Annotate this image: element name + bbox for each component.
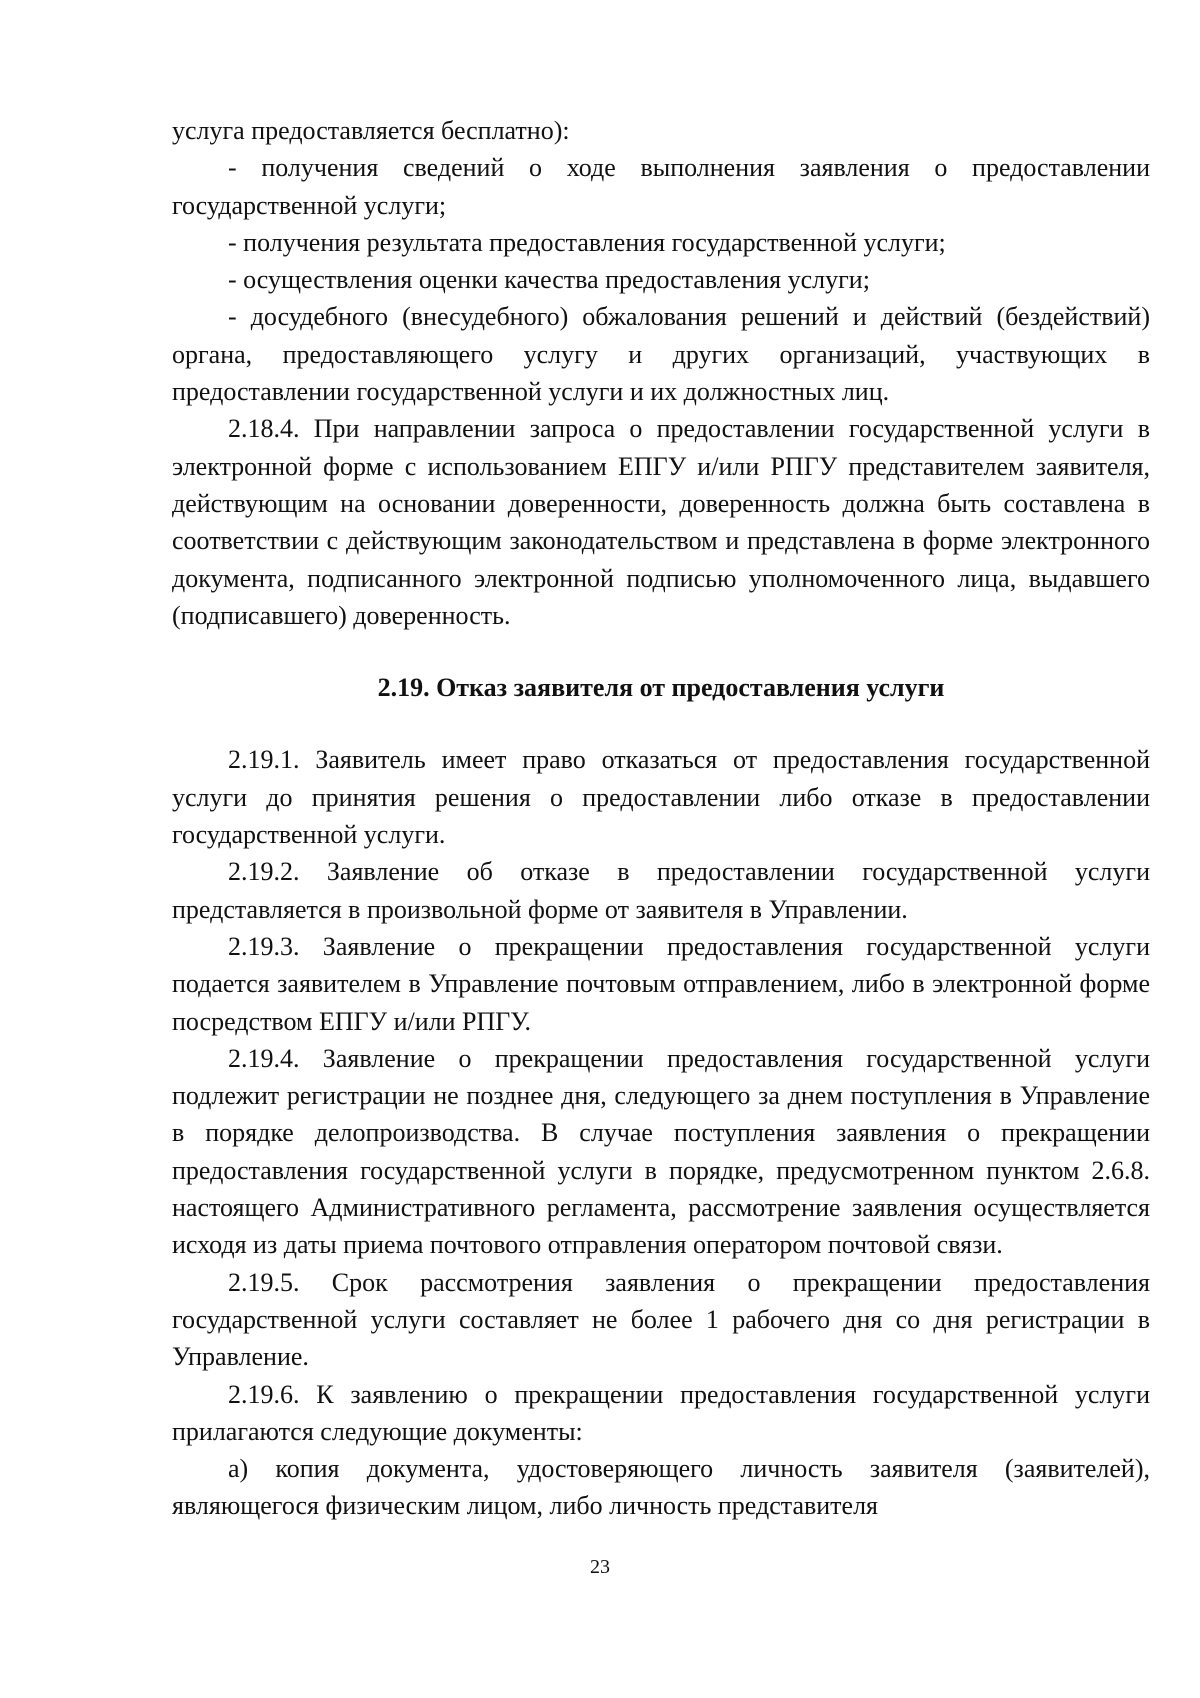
paragraph-continuation: услуга предоставляется бесплатно):	[172, 116, 570, 145]
paragraph-list-item-result: - получения результата предоставления государственной услуги;	[228, 227, 946, 257]
paragraph-2-19-6: 2.19.6. К заявлению о прекращении предоставления государственной услуги прилагаются следующие документы:	[172, 1379, 1150, 1446]
document-body	[172, 112, 1150, 1525]
paragraph-2-19-2: 2.19.2. Заявление об отказе в предоставлении государственной услуги представляется в произвольной форме от заявителя в Управлении.	[172, 857, 1150, 924]
paragraph-2-19-1: 2.19.1. Заявитель имеет право отказаться от предоставления государственной услуги до принятия решения о предоставлении либо отказе в предоставлении государственной услуги.	[172, 745, 1150, 850]
paragraph-item-a: а) копия документа, удостоверяющего личность заявителя (заявителей), являющегося физическим лицом, либо личность представителя	[172, 1454, 1150, 1521]
paragraph-2-19-5: 2.19.5. Срок рассмотрения заявления о прекращении предоставления государственной услуги составляет не более 1 рабочего дня со дня регистрации в Управление.	[172, 1267, 1150, 1372]
paragraph-list-item-status: - получения сведений о ходе выполнения заявления о предоставлении государственной услуги;	[172, 153, 1150, 220]
paragraph-2-18-4: 2.18.4. При направлении запроса о предоставлении государственной услуги в электронной форме с использованием ЕПГУ и/или РПГУ представителем заявителя, действующим на основании доверенности, доверенность должна быть составлена в соответствии с действующим законодательством и представлена в форме электронного документа, подписанного электронной подписью уполномоченного лица, выдавшего (подписавшего) доверенность.	[172, 414, 1150, 630]
page-number: 23	[590, 1556, 610, 1578]
paragraph-list-item-appeal: - досудебного (внесудебного) обжалования решений и действий (бездействий) органа, предоставляющего услугу и других организаций, участвующих в предоставлении государственной услуги и их должностных лиц.	[172, 302, 1150, 407]
paragraph-list-item-quality: - осуществления оценки качества предоставления услуги;	[228, 265, 870, 295]
paragraph-2-19-3: 2.19.3. Заявление о прекращении предоставления государственной услуги подается заявителем в Управление почтовым отправлением, либо в электронной форме посредством ЕПГУ и/или РПГУ.	[172, 931, 1150, 1036]
paragraph-2-19-4: 2.19.4. Заявление о прекращении предоставления государственной услуги подлежит регистрации не позднее дня, следующего за днем поступления в Управление в порядке делопроизводства. В случае поступления заявления о прекращении предоставления государственной услуги в порядке, предусмотренном пунктом 2.6.8. настоящего Административного регламента, рассмотрение заявления осуществляется исходя из даты приема почтового отправления оператором почтовой связи.	[172, 1043, 1150, 1260]
section-heading: 2.19. Отказ заявителя от предоставления услуги	[377, 673, 945, 703]
